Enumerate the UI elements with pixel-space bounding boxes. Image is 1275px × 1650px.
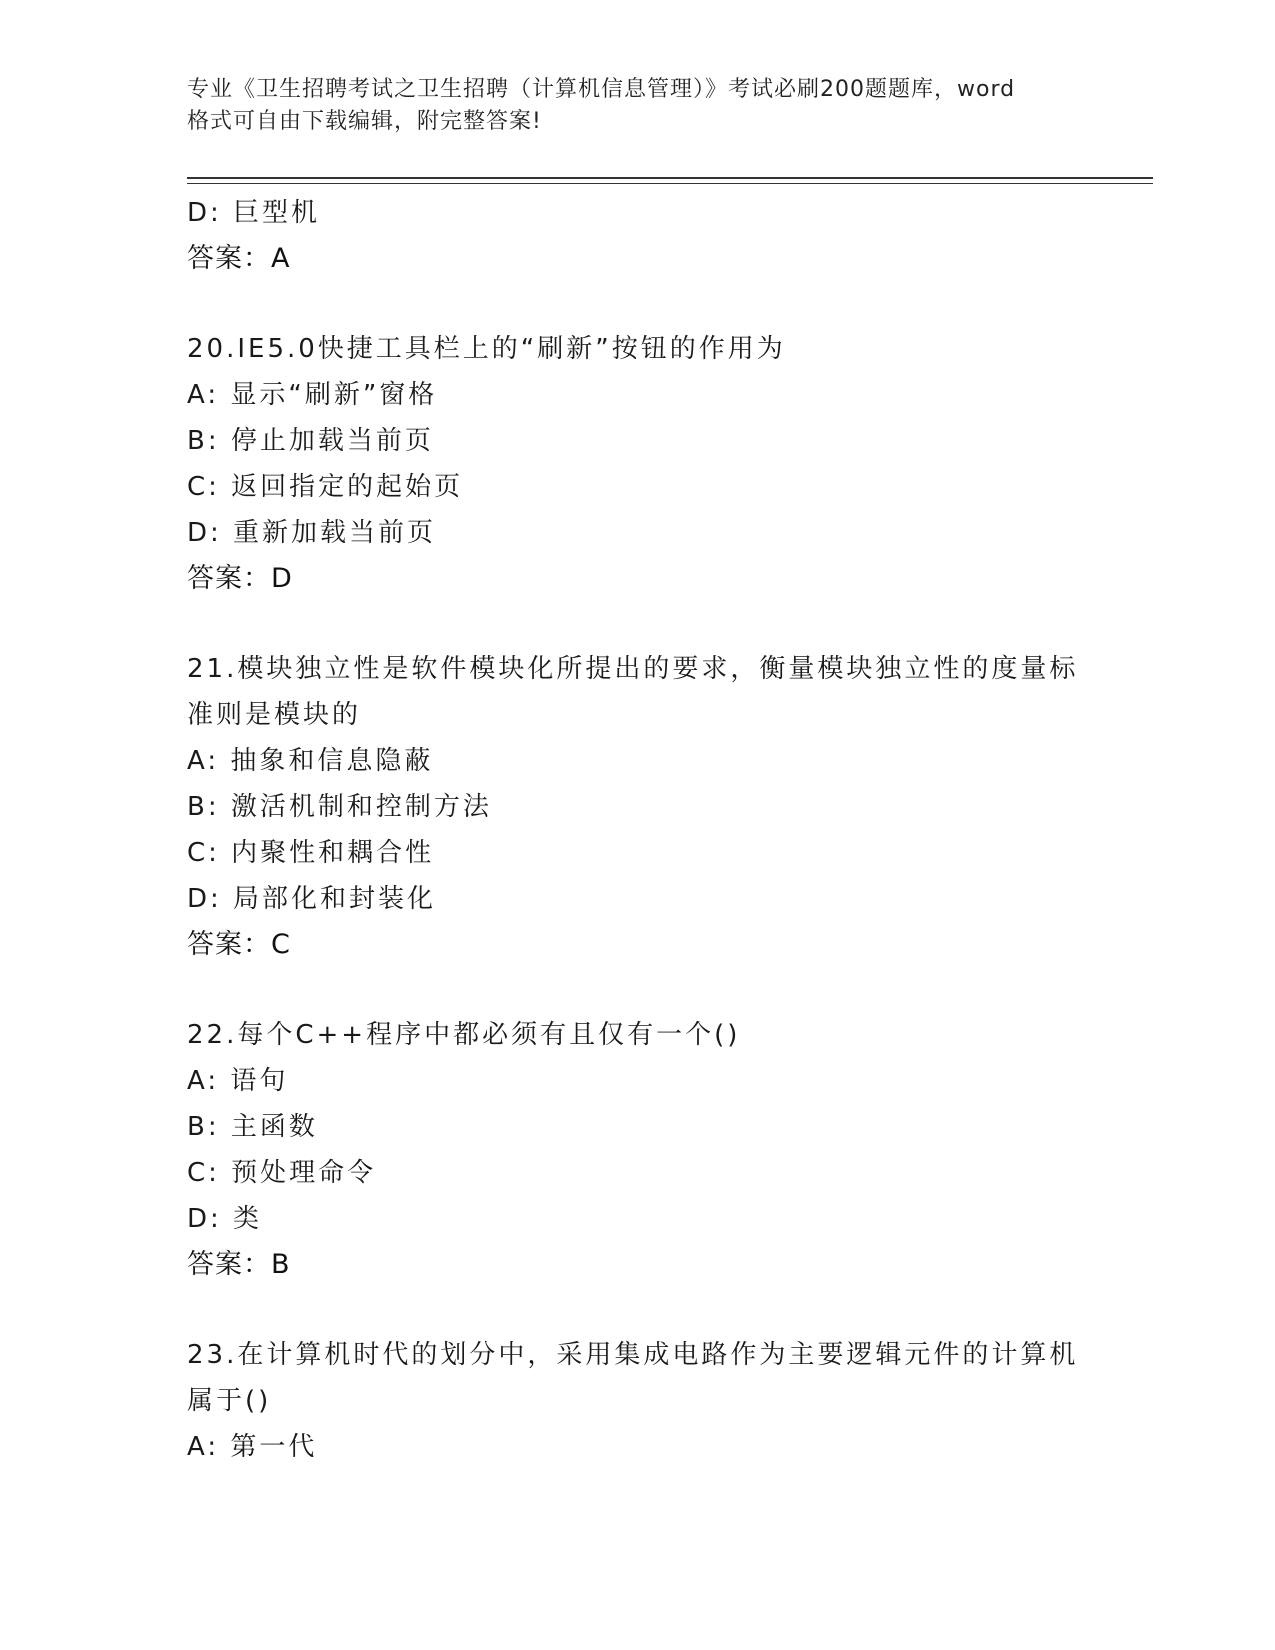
header-divider-thick [187,177,1153,179]
spacer [187,282,1087,326]
question-22 [187,1012,1087,1288]
question-23 [187,1332,1087,1470]
option-a: A: 抽象和信息隐蔽 [187,746,434,776]
spacer [187,602,1087,646]
question-text: 20.IE5.0快捷工具栏上的“刷新”按钮的作用为 [187,334,786,364]
option-d: D: 巨型机 [187,198,321,228]
question-text: 21.模块独立性是软件模块化所提出的要求，衡量模块独立性的度量标 [187,654,1079,684]
document-body [187,190,1087,1470]
option-d: D: 重新加载当前页 [187,518,437,548]
option-b: B: 主函数 [187,1112,318,1142]
question-text-continued: 准则是模块的 [187,700,362,730]
option-a: A: 语句 [187,1066,289,1096]
answer-line: 答案：B [187,1249,291,1280]
option-b: B: 停止加载当前页 [187,426,434,456]
option-a: A: 显示“刷新”窗格 [187,380,438,410]
header-line-1: 专业《卫生招聘考试之卫生招聘（计算机信息管理）》考试必刷200题题库，word [187,77,1016,102]
option-b: B: 激活机制和控制方法 [187,792,492,822]
option-a: A: 第一代 [187,1432,318,1462]
spacer [187,968,1087,1012]
question-text-continued: 属于() [187,1386,272,1416]
document-header [187,74,1087,138]
option-c: C: 预处理命令 [187,1158,377,1188]
question-20 [187,326,1087,602]
previous-question-tail [187,190,1087,282]
answer-line: 答案：D [187,563,293,594]
option-d: D: 类 [187,1204,263,1234]
header-line-2: 格式可自由下载编辑，附完整答案! [187,109,542,134]
answer-line: 答案：A [187,243,291,274]
option-c: C: 返回指定的起始页 [187,472,464,502]
header-divider-thin [187,183,1153,184]
option-c: C: 内聚性和耦合性 [187,838,435,868]
question-21 [187,646,1087,968]
answer-line: 答案：C [187,929,291,960]
option-d: D: 局部化和封装化 [187,884,437,914]
question-text: 22.每个C++程序中都必须有且仅有一个() [187,1020,741,1050]
question-text: 23.在计算机时代的划分中，采用集成电路作为主要逻辑元件的计算机 [187,1340,1079,1370]
spacer [187,1288,1087,1332]
